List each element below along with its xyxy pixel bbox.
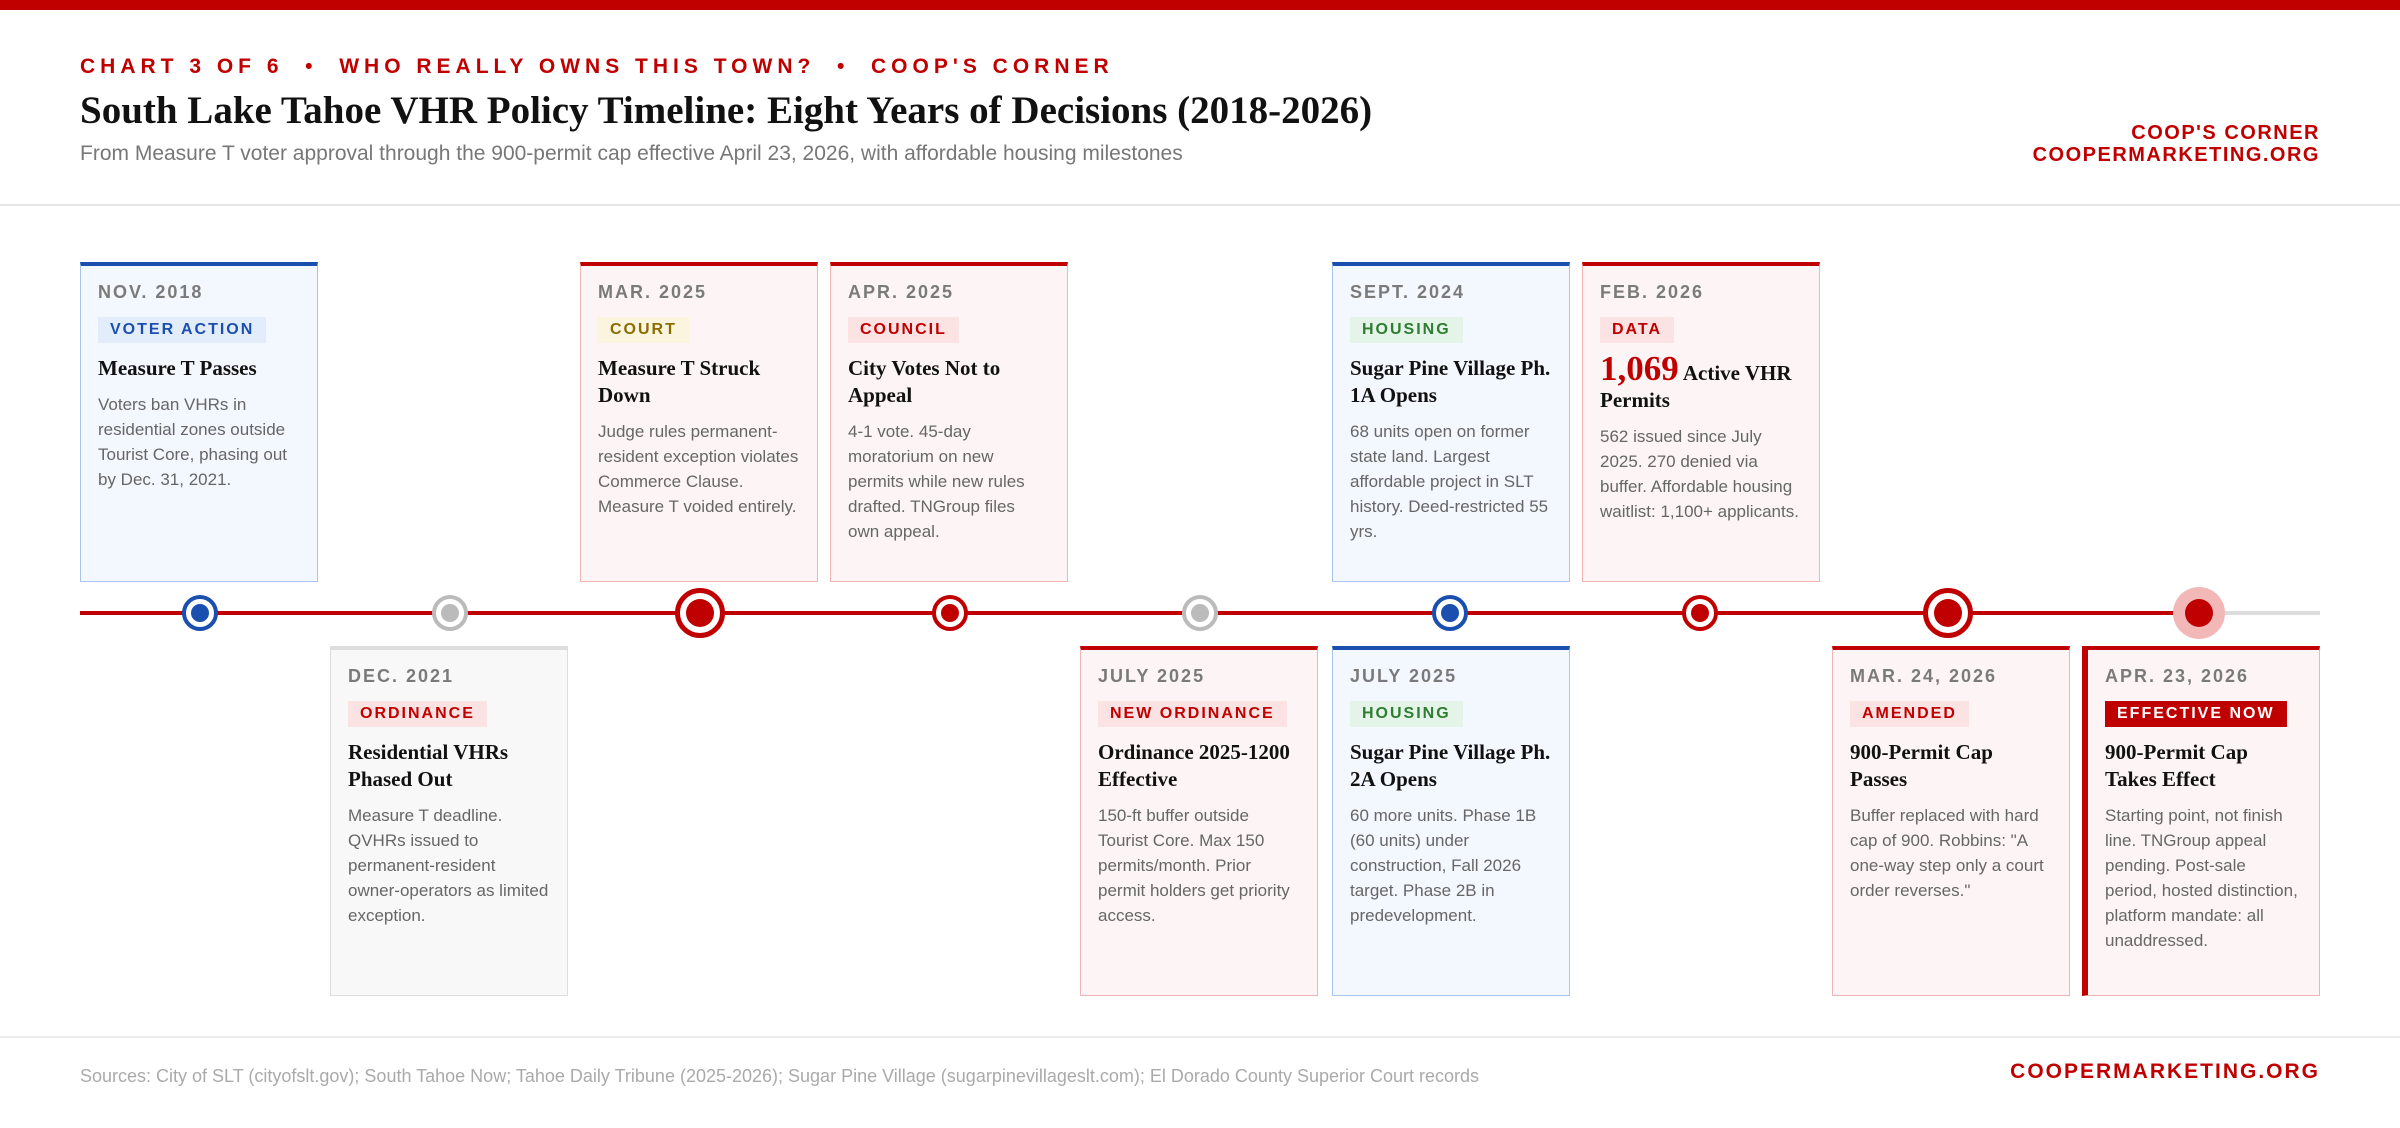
event-title: 900-Permit Cap Passes (1850, 740, 1993, 791)
timeline-node-feb-2026 (1682, 595, 1718, 631)
event-title: Sugar Pine Village Ph. 1A Opens (1350, 356, 1551, 407)
sources-note: Sources: City of SLT (cityofslt.gov); South Tahoe Now; Tahoe Daily Tribune (2025-2026); Sugar Pine Village (sugarpinevillageslt.com); El Dorado County Superior Court records (80, 1066, 1480, 1086)
header-divider (0, 204, 2400, 206)
event-title: 900-Permit Cap Takes Effect (2105, 740, 2248, 791)
timeline-node-apr-2025 (932, 595, 968, 631)
event-date: APR. 23, 2026 (2105, 666, 2250, 686)
event-date: APR. 2025 (848, 282, 955, 302)
event-description: Starting point, not finish line. TNGroup appeal pending. Post-sale period, hosted distinction, platform mandate: all unaddressed. (2105, 806, 2298, 950)
timeline-node-2018 (182, 595, 218, 631)
event-card-measure-t-struck (580, 262, 818, 582)
event-date: MAR. 24, 2026 (1850, 666, 1998, 686)
event-date: JULY 2025 (1350, 666, 1458, 686)
event-description: Judge rules permanent-resident exception violates Commerce Clause. Measure T voided entirely. (598, 422, 799, 516)
event-card-cap-passes (1832, 646, 2070, 996)
event-title: Residential VHRs Phased Out (348, 740, 509, 791)
timeline-node-jul-2025 (1182, 595, 1218, 631)
event-title: City Votes Not to Appeal (848, 356, 1001, 407)
event-card-no-appeal (830, 262, 1068, 582)
event-tag: ORDINANCE (348, 701, 487, 727)
timeline-node-housing (1432, 595, 1468, 631)
event-card-sugar-pine-2a (1332, 646, 1570, 996)
brand-name: COOP'S CORNER (2131, 122, 2320, 144)
footer-brand-link[interactable]: COOPERMARKETING.ORG (2010, 1060, 2320, 1083)
event-description: Buffer replaced with hard cap of 900. Robbins: "A one-way step only a court order reverses." (1850, 806, 2044, 900)
event-tag: AMENDED (1850, 701, 1969, 727)
timeline-node-apr-2026 (2173, 587, 2225, 639)
event-date: NOV. 2018 (98, 282, 204, 302)
event-title-text: Active VHR Permits (1600, 361, 1792, 412)
brand-url: COOPERMARKETING.ORG (2032, 144, 2320, 166)
timeline-node-mar-2026 (1923, 588, 1973, 638)
event-tag: COURT (598, 317, 689, 343)
eyebrow-label: CHART 3 OF 6 • WHO REALLY OWNS THIS TOWN? • COOP'S CORNER (80, 55, 1114, 78)
event-date: MAR. 2025 (598, 282, 708, 302)
event-card-vhrs-phased-out (330, 646, 568, 996)
event-date: JULY 2025 (1098, 666, 1206, 686)
event-card-measure-t-passes (80, 262, 318, 582)
timeline-node-2021 (432, 595, 468, 631)
event-description: 150-ft buffer outside Tourist Core. Max 150 permits/month. Prior permit holders get priority access. (1098, 806, 1290, 925)
event-title: Ordinance 2025-1200 Effective (1098, 740, 1290, 791)
event-title: Sugar Pine Village Ph. 2A Opens (1350, 740, 1551, 791)
event-description: Measure T deadline. QVHRs issued to permanent-resident owner-operators as limited exception. (348, 806, 549, 925)
event-description: 68 units open on former state land. Largest affordable project in SLT history. Deed-restricted 55 yrs. (1350, 422, 1549, 541)
permit-count: 1,069 (1600, 349, 1679, 388)
event-tag: HOUSING (1350, 701, 1463, 727)
event-date: SEPT. 2024 (1350, 282, 1466, 302)
timeline-track (80, 611, 2200, 615)
event-description: 562 issued since July 2025. 270 denied via buffer. Affordable housing waitlist: 1,100+ applicants. (1600, 427, 1799, 521)
page-title: South Lake Tahoe VHR Policy Timeline: Eight Years of Decisions (2018-2026) (80, 89, 1373, 132)
event-card-cap-effective (2082, 646, 2320, 996)
footer-divider (0, 1036, 2400, 1038)
event-description: 60 more units. Phase 1B (60 units) under construction, Fall 2026 target. Phase 2B in predevelopment. (1350, 806, 1537, 925)
event-tag: COUNCIL (848, 317, 959, 343)
event-tag: HOUSING (1350, 317, 1463, 343)
event-card-ordinance-2025-1200 (1080, 646, 1318, 996)
page-subtitle: From Measure T voter approval through the 900-permit cap effective April 23, 2026, with affordable housing milestones (80, 142, 1183, 165)
event-date: DEC. 2021 (348, 666, 455, 686)
event-card-active-permits (1582, 262, 1820, 582)
event-description: Voters ban VHRs in residential zones outside Tourist Core, phasing out by Dec. 31, 2021. (98, 395, 287, 489)
event-title: Measure T Struck Down (598, 356, 761, 407)
event-title: Measure T Passes (98, 356, 257, 380)
event-card-sugar-pine-1a (1332, 262, 1570, 582)
event-tag: EFFECTIVE NOW (2105, 701, 2287, 727)
event-tag: DATA (1600, 317, 1674, 343)
top-accent-bar (0, 0, 2400, 10)
timeline-node-mar-2025 (675, 588, 725, 638)
event-tag: NEW ORDINANCE (1098, 701, 1287, 727)
event-description: 4-1 vote. 45-day moratorium on new permits while new rules drafted. TNGroup files own appeal. (848, 422, 1025, 541)
event-date: FEB. 2026 (1600, 282, 1705, 302)
event-title (1600, 349, 1802, 414)
brand-block (2033, 122, 2320, 166)
event-tag: VOTER ACTION (98, 317, 266, 343)
